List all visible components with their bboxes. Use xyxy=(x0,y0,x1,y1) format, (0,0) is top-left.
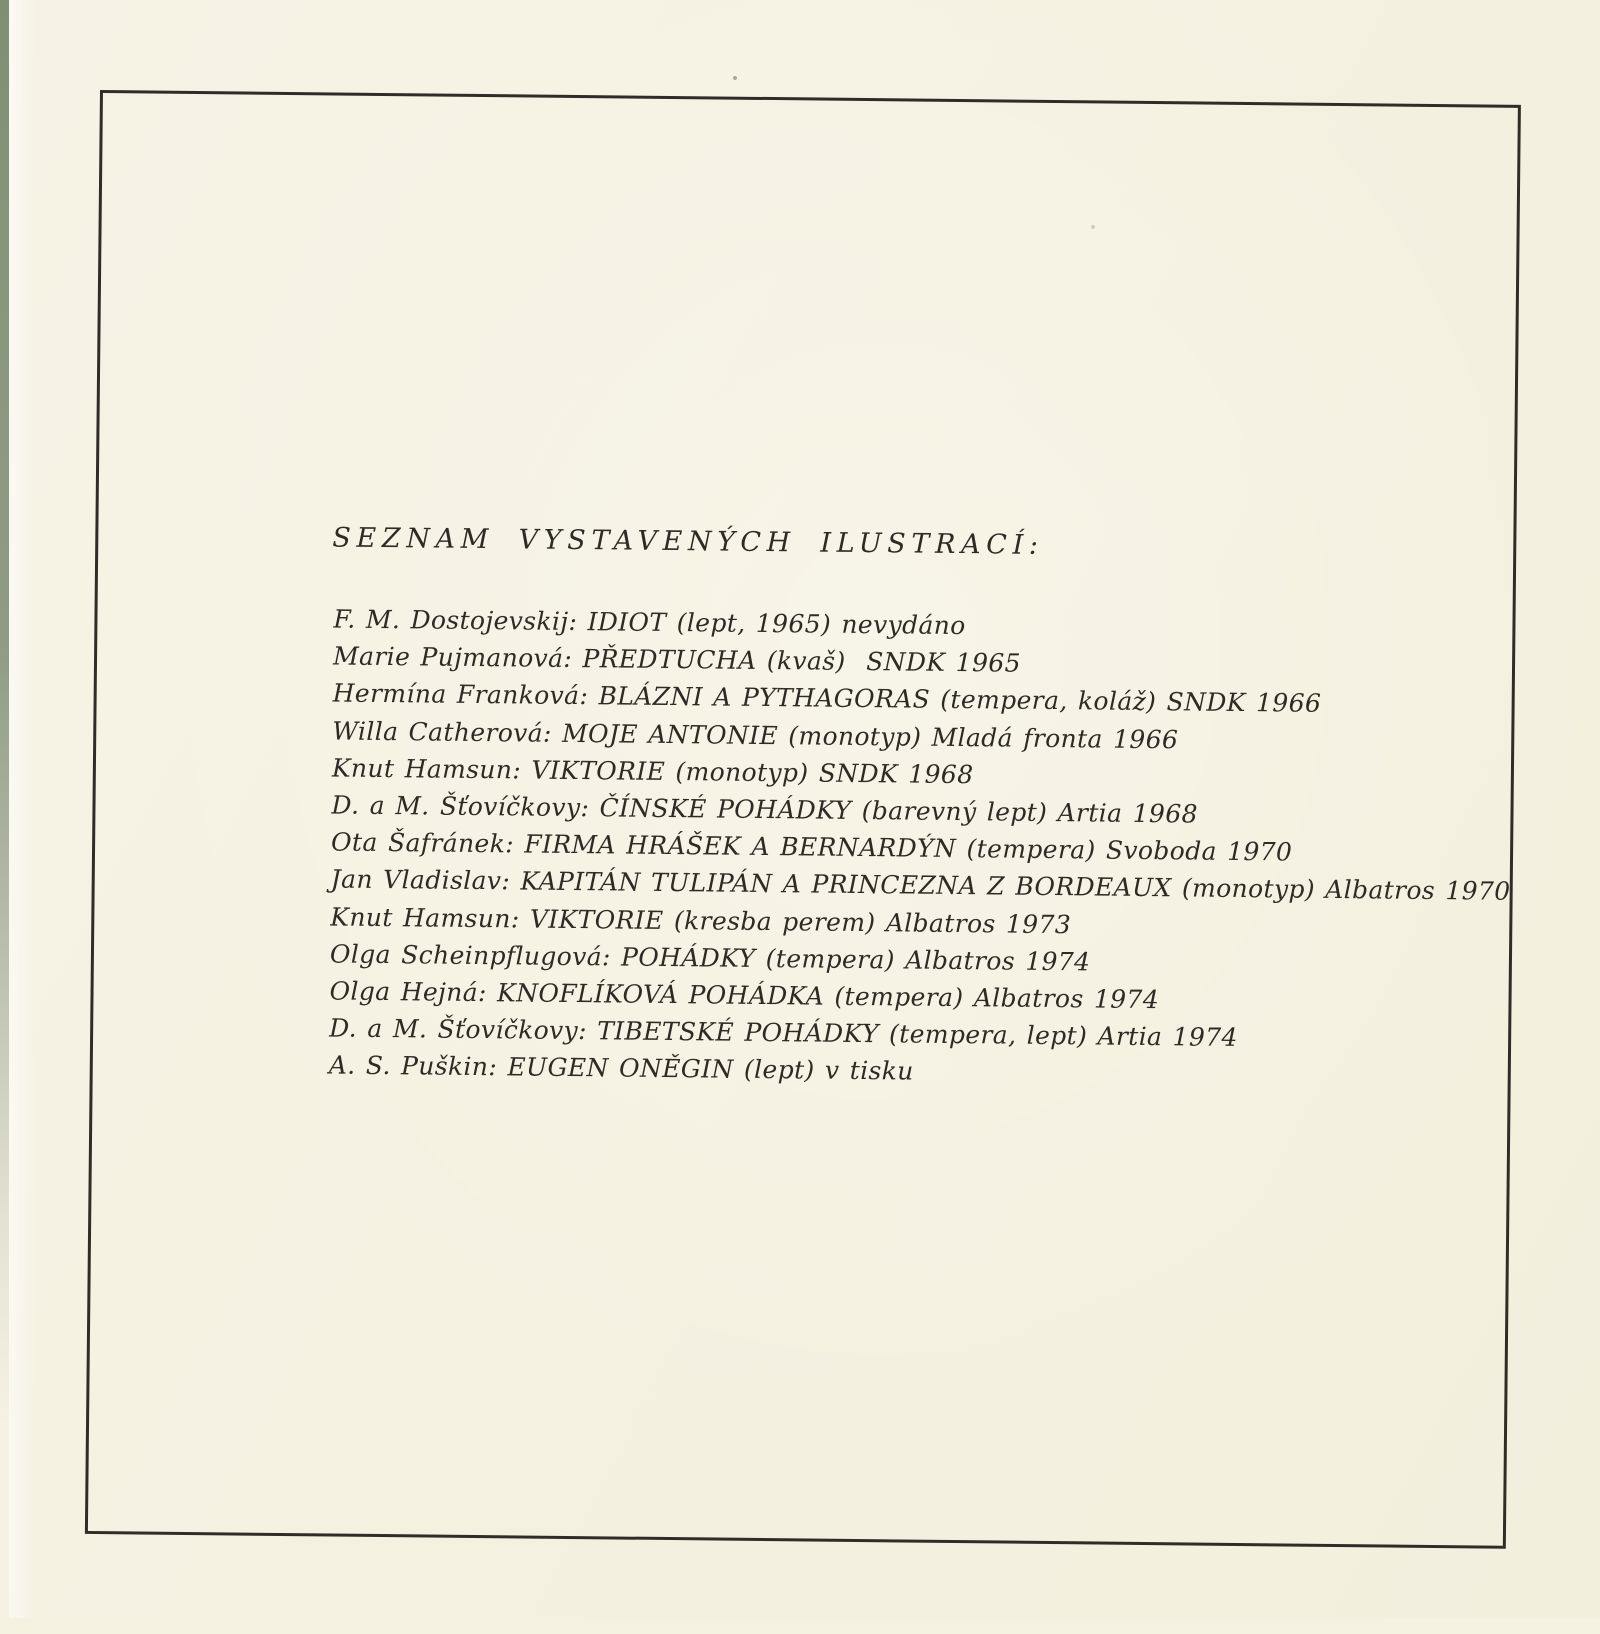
list-item: D. a M. Šťovíčkovy: TIBETSKÉ POHÁDKY (tempera, lept) Artia 1974 xyxy=(329,1010,1509,1060)
list-item: Jan Vladislav: KAPITÁN TULIPÁN A PRINCEZNA Z BORDEAUX (monotyp) Albatros 1970 xyxy=(331,861,1511,911)
illustration-list xyxy=(329,600,1514,1096)
list-item: Hermína Franková: BLÁZNI A PYTHAGORAS (tempera, koláž) SNDK 1966 xyxy=(332,675,1512,725)
list-item: Ota Šafránek: FIRMA HRÁŠEK A BERNARDÝN (tempera) Svoboda 1970 xyxy=(331,824,1511,874)
list-item: Marie Pujmanová: PŘEDTUCHA (kvaš) SNDK 1965 xyxy=(333,638,1513,688)
list-item: Olga Scheinpflugová: POHÁDKY (tempera) Albatros 1974 xyxy=(330,935,1510,985)
list-item: D. a M. Šťovíčkovy: ČÍNSKÉ POHÁDKY (barevný lept) Artia 1968 xyxy=(331,786,1511,836)
page-title: SEZNAM VYSTAVENÝCH ILUSTRACÍ: xyxy=(332,522,1044,562)
list-item: Olga Hejná: KNOFLÍKOVÁ POHÁDKA (tempera) Albatros 1974 xyxy=(329,972,1509,1022)
list-item: Knut Hamsun: VIKTORIE (monotyp) SNDK 1968 xyxy=(332,749,1512,799)
list-item: Willa Catherová: MOJE ANTONIE (monotyp) Mladá fronta 1966 xyxy=(332,712,1512,762)
list-item: A. S. Puškin: EUGEN ONĚGIN (lept) v tisku xyxy=(329,1047,1509,1097)
list-item: Knut Hamsun: VIKTORIE (kresba perem) Albatros 1973 xyxy=(330,898,1510,948)
list-item: F. M. Dostojevskij: IDIOT (lept, 1965) nevydáno xyxy=(333,600,1513,650)
